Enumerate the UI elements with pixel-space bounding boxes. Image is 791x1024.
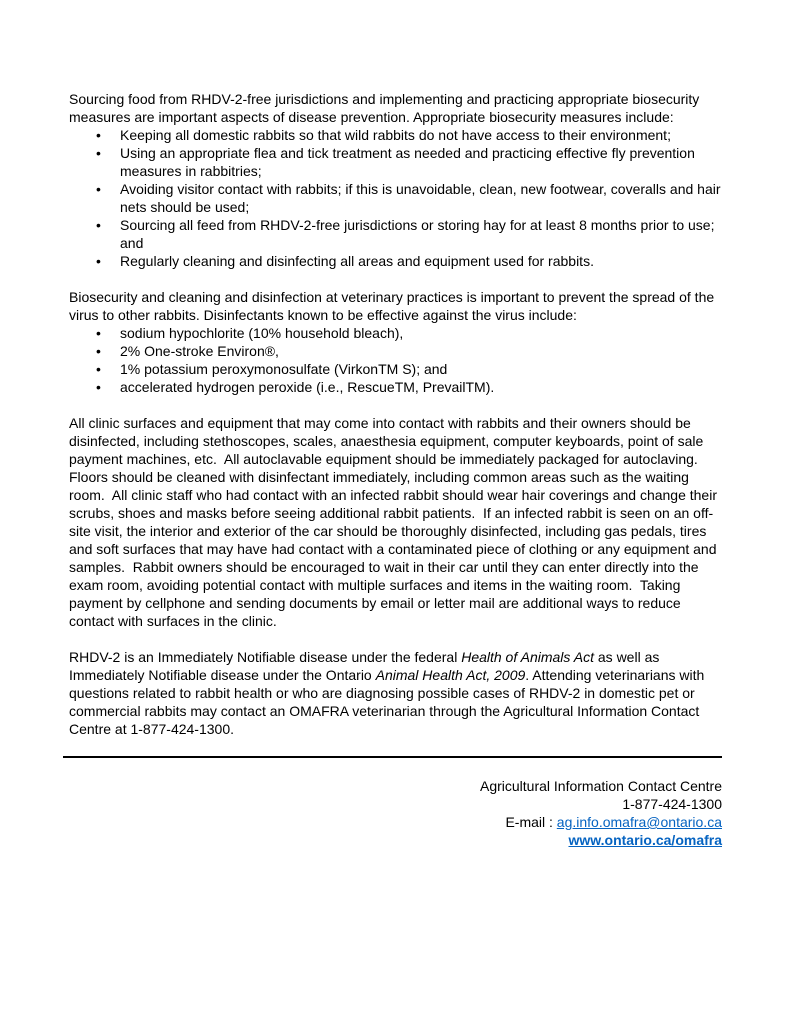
footer-website-line bbox=[69, 831, 722, 849]
email-link[interactable]: ag.info.omafra@ontario.ca bbox=[556, 814, 722, 830]
paragraph-clinic-surfaces: All clinic surfaces and equipment that may come into contact with rabbits and their owners should be disinfected, including stethoscopes, scales, anaesthesia equipment, computer keyboards, point of sale payment machines, etc. All autoclavable equipment should be immediately packaged for autoclaving. Floors should be cleaned with disinfectant immediately, including common areas such as the waiting room. All clinic staff who had contact with an infected rabbit should wear hair coverings and change their scrubs, shoes and masks before seeing additional rabbit patients. If an infected rabbit is seen on an off-site visit, the interior and exterior of the car should be thoroughly disinfected, including gas pedals, tires and soft surfaces that may have had contact with a contaminated piece of clothing or any equipment and samples. Rabbit owners should be encouraged to wait in their car until they can enter directly into the exam room, avoiding potential contact with multiple surfaces and items in the waiting room. Taking payment by cellphone and sending documents by email or letter mail are additional ways to reduce contact with surfaces in the clinic. bbox=[69, 415, 721, 629]
biosecurity-measures-list bbox=[69, 126, 725, 270]
footer-contact-block bbox=[69, 777, 722, 849]
disinfectants-list bbox=[69, 324, 722, 396]
footer-phone: 1-877-424-1300 bbox=[622, 796, 722, 812]
text-run: . Attending veterinarians with questions related to rabbit health or who are diagnosing possible cases of RHDV-2 in domestic pet or commercial rabbits may contact an OMAFRA veterinarian through the Agricultural Information Contact Centre at 1-877-424-1300. bbox=[69, 667, 709, 737]
footer-email-line bbox=[69, 813, 722, 831]
paragraph-sourcing-prevention: Sourcing food from RHDV-2-free jurisdictions and implementing and practicing appropriate biosecurity measures are important aspects of disease prevention. Appropriate biosecurity measures include: bbox=[69, 91, 704, 125]
list-item-sodium-hypochlorite: • sodium hypochlorite (10% household bleach), bbox=[69, 324, 722, 342]
list-item-sourcing-feed: • Sourcing all feed from RHDV-2-free jurisdictions or storing hay for at least 8 months prior to use; and bbox=[69, 216, 722, 252]
footer-divider bbox=[63, 756, 722, 758]
list-item-virkon: • 1% potassium peroxymonosulfate (VirkonTM S); and bbox=[69, 360, 722, 378]
text-run-animal-health-act: Animal Health Act, 2009 bbox=[375, 667, 526, 683]
footer-org-name: Agricultural Information Contact Centre bbox=[480, 778, 722, 794]
footer-email-label: E-mail : bbox=[505, 814, 557, 830]
text-run: as well as Immediately Notifiable disease under the Ontario bbox=[69, 649, 664, 683]
list-item-cleaning-disinfecting: • Regularly cleaning and disinfecting all areas and equipment used for rabbits. bbox=[69, 252, 722, 270]
list-item-environ: • 2% One-stroke Environ®, bbox=[69, 342, 722, 360]
list-item-flea-tick-treatment: • Using an appropriate flea and tick treatment as needed and practicing effective fly prevention measures in rabbitries; bbox=[69, 144, 722, 180]
list-item-hydrogen-peroxide: • accelerated hydrogen peroxide (i.e., RescueTM, PrevailTM). bbox=[69, 378, 722, 396]
paragraph-veterinary-disinfection: Biosecurity and cleaning and disinfection at veterinary practices is important to prevent the spread of the virus to other rabbits. Disinfectants known to be effective against the virus include: bbox=[69, 289, 719, 323]
text-run-health-of-animals-act: Health of Animals Act bbox=[461, 649, 594, 665]
text-run: RHDV-2 is an Immediately Notifiable disease under the federal bbox=[69, 649, 462, 665]
list-item-keeping-rabbits: • Keeping all domestic rabbits so that wild rabbits do not have access to their environment; bbox=[69, 126, 722, 144]
website-link[interactable]: www.ontario.ca/omafra bbox=[568, 832, 722, 848]
paragraph-notifiable-disease bbox=[69, 648, 722, 738]
list-item-visitor-contact: • Avoiding visitor contact with rabbits; if this is unavoidable, clean, new footwear, coveralls and hair nets should be used; bbox=[69, 180, 722, 216]
